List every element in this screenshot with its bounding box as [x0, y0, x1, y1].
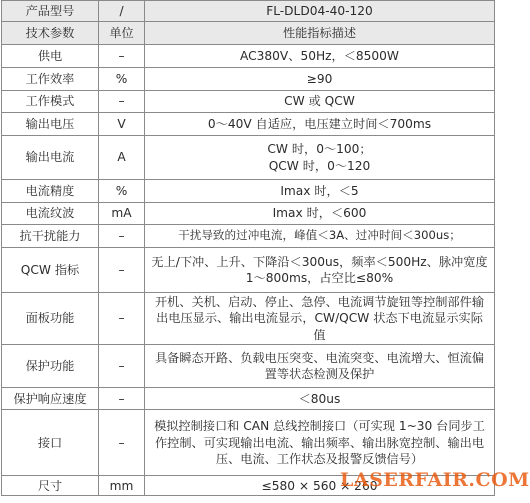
param-cell: 工作模式 [2, 91, 99, 113]
table-row [2, 345, 495, 388]
table-row [2, 293, 495, 345]
desc-cell: Imax 时，＜600 [145, 203, 495, 225]
unit-cell: – [99, 248, 145, 293]
param-cell: 抗干扰能力 [2, 225, 99, 248]
table-row [2, 68, 495, 91]
param-cell: QCW 指标 [2, 248, 99, 293]
param-cell: 面板功能 [2, 293, 99, 345]
table-row [2, 180, 495, 203]
param-cell: 接口 [2, 410, 99, 476]
desc-cell: ≥90 [145, 68, 495, 91]
table-row [2, 410, 495, 476]
spec-table [1, 0, 495, 496]
model-unit: / [99, 1, 145, 22]
table-row [2, 45, 495, 68]
model-label: 产品型号 [2, 1, 99, 22]
desc-cell: ＜80us [145, 388, 495, 410]
unit-cell: – [99, 225, 145, 248]
param-cell: 工作效率 [2, 68, 99, 91]
unit-cell: – [99, 91, 145, 113]
model-value: FL-DLD04-40-120 [145, 1, 495, 22]
param-cell: 尺寸 [2, 476, 99, 496]
unit-cell: V [99, 113, 145, 136]
param-cell: 保护功能 [2, 345, 99, 388]
unit-cell: % [99, 68, 145, 91]
unit-cell: – [99, 345, 145, 388]
desc-cell: Imax 时，＜5 [145, 180, 495, 203]
desc-cell: 具备瞬态开路、负载电压突变、电流突变、电流增大、恒流偏置等状态检测及保护 [145, 345, 495, 388]
table-row [2, 113, 495, 136]
param-cell: 保护响应速度 [2, 388, 99, 410]
desc-cell: ≤580 × 560 × 260 [145, 476, 495, 496]
unit-cell: mm [99, 476, 145, 496]
table-row [2, 136, 495, 180]
column-header-unit: 单位 [99, 22, 145, 45]
table-row [2, 225, 495, 248]
param-cell: 电流纹波 [2, 203, 99, 225]
unit-cell: mA [99, 203, 145, 225]
unit-cell: % [99, 180, 145, 203]
unit-cell: – [99, 410, 145, 476]
table-row [2, 388, 495, 410]
desc-cell: 开机、关机、启动、停止、急停、电流调节旋钮等控制部件输出电压显示、输出电流显示，CW/QCW 状态下电流显示实际值 [145, 293, 495, 345]
model-row [2, 1, 495, 22]
param-cell: 供电 [2, 45, 99, 68]
desc-cell: AC380V、50Hz，＜8500W [145, 45, 495, 68]
desc-cell: 模拟控制接口和 CAN 总线控制接口（可实现 1~30 台同步工作控制、可实现输出电流、输出频率、输出脉宽控制、输出电压、电流、工作状态及报警反馈信号） [145, 410, 495, 476]
column-header-desc: 性能指标描述 [145, 22, 495, 45]
desc-cell: 干扰导致的过冲电流，峰值＜3A、过冲时间＜300us； [145, 225, 495, 248]
desc-cell: CW 或 QCW [145, 91, 495, 113]
table-row [2, 91, 495, 113]
desc-cell: CW 时，0～100； QCW 时，0～120 [145, 136, 495, 180]
watermark-logo: LASERFAIR.COM [340, 469, 530, 491]
param-cell: 输出电流 [2, 136, 99, 180]
param-cell: 输出电压 [2, 113, 99, 136]
unit-cell: – [99, 45, 145, 68]
desc-cell: 0～40V 自适应，电压建立时间＜700ms [145, 113, 495, 136]
table-row [2, 248, 495, 293]
param-cell: 电流精度 [2, 180, 99, 203]
unit-cell: – [99, 293, 145, 345]
table-row [2, 203, 495, 225]
column-header-param: 技术参数 [2, 22, 99, 45]
unit-cell: A [99, 136, 145, 180]
unit-cell: – [99, 388, 145, 410]
column-header-row [2, 22, 495, 45]
desc-cell: 无上/下冲、上升、下降沿＜300us，频率＜500Hz、脉冲宽度 1～800ms，占空比≤80% [145, 248, 495, 293]
